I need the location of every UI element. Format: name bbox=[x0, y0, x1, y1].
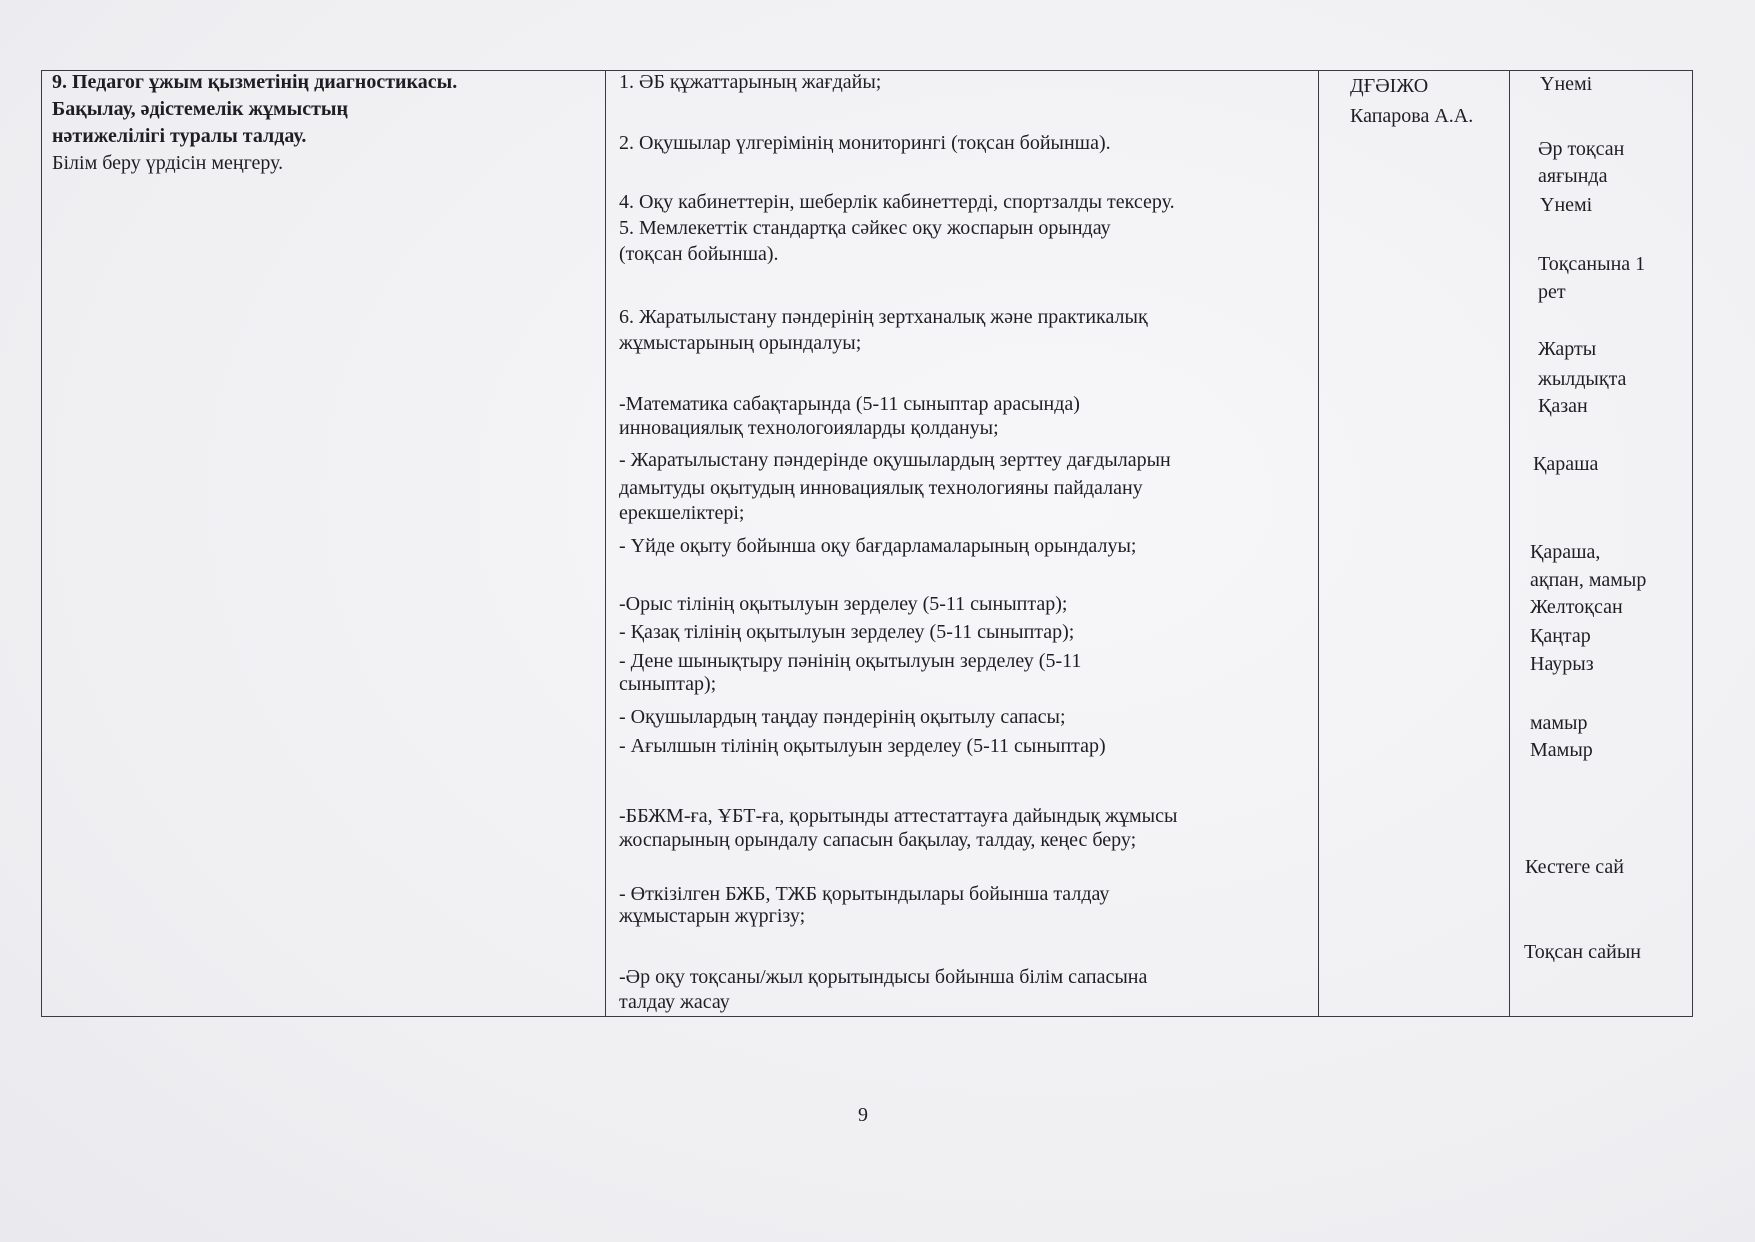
page-number: 9 bbox=[858, 1104, 868, 1126]
activity-line: жұмыстарының орындалуы; bbox=[619, 332, 862, 354]
timing-line: Тоқсан сайын bbox=[1524, 941, 1641, 963]
activity-line: 4. Оқу кабинеттерін, шеберлік кабинеттерді, спортзалды тексеру. bbox=[619, 191, 1175, 213]
column-divider bbox=[1318, 70, 1319, 1017]
activity-line: - Өткізілген БЖБ, ТЖБ қорытындылары бойынша талдау bbox=[619, 883, 1110, 905]
activity-line: - Жаратылыстану пәндерінде оқушылардың зерттеу дағдыларын bbox=[619, 449, 1171, 471]
timing-line: Әр тоқсан bbox=[1538, 138, 1625, 160]
timing-line: Тоқсанына 1 bbox=[1538, 253, 1646, 275]
timing-line: Желтоқсан bbox=[1530, 596, 1623, 618]
activity-line: дамытуды оқытудың инновациялық технологияны пайдалану bbox=[619, 477, 1143, 499]
activity-line: жоспарының орындалу сапасын бақылау, талдау, кеңес беру; bbox=[619, 829, 1137, 851]
activity-line: жұмыстарын жүргізу; bbox=[619, 905, 806, 927]
section-subtitle: Білім беру үрдісін меңгеру. bbox=[52, 152, 284, 174]
activity-line: -Математика сабақтарында (5-11 сыныптар арасында) bbox=[619, 393, 1080, 415]
activity-line: -Әр оқу тоқсаны/жыл қорытындысы бойынша білім сапасына bbox=[619, 966, 1148, 988]
timing-line: Үнемі bbox=[1540, 73, 1593, 95]
timing-line: Үнемі bbox=[1540, 194, 1593, 216]
timing-line: Қазан bbox=[1538, 395, 1588, 417]
activity-line: талдау жасау bbox=[619, 991, 730, 1013]
section-title: 9. Педагог ұжым қызметінің диагностикасы. bbox=[52, 71, 458, 93]
timing-line: аяғында bbox=[1538, 165, 1608, 187]
activity-line: - Оқушылардың таңдау пәндерінің оқытылу сапасы; bbox=[619, 706, 1066, 728]
column-divider bbox=[605, 70, 606, 1017]
timing-line: мамыр bbox=[1530, 712, 1588, 734]
timing-line: ақпан, мамыр bbox=[1530, 569, 1647, 591]
timing-line: жылдықта bbox=[1538, 368, 1627, 390]
timing-line: Жарты bbox=[1538, 338, 1597, 360]
section-title: Бақылау, әдістемелік жұмыстың bbox=[52, 98, 349, 120]
activity-line: - Қазақ тілінің оқытылуын зерделеу (5-11 сыныптар); bbox=[619, 621, 1075, 643]
responsible-role: ДҒӘІЖО bbox=[1350, 75, 1429, 97]
timing-line: Қараша bbox=[1533, 453, 1599, 475]
timing-line: Мамыр bbox=[1530, 739, 1593, 761]
timing-line: Қаңтар bbox=[1530, 625, 1591, 647]
timing-line: рет bbox=[1538, 281, 1566, 303]
column-divider bbox=[1509, 70, 1510, 1017]
activity-line: 1. ӘБ құжаттарының жағдайы; bbox=[619, 71, 882, 93]
activity-line: - Ағылшын тілінің оқытылуын зерделеу (5-11 сыныптар) bbox=[619, 735, 1106, 757]
timing-line: Қараша, bbox=[1530, 541, 1601, 563]
activity-line: ерекшеліктері; bbox=[619, 502, 745, 524]
section-title: нәтижелілігі туралы талдау. bbox=[52, 125, 307, 147]
activity-line: -ББЖМ-ға, ҰБТ-ға, қорытынды аттестаттауға дайындық жұмысы bbox=[619, 805, 1178, 827]
timing-line: Кестеге сай bbox=[1525, 856, 1624, 878]
activity-line: инновациялық технологоияларды қолдануы; bbox=[619, 417, 999, 439]
activity-line: (тоқсан бойынша). bbox=[619, 243, 779, 265]
activity-line: 2. Оқушылар үлгерімінің мониторингі (тоқсан бойынша). bbox=[619, 132, 1111, 154]
activity-line: - Дене шынықтыру пәнінің оқытылуын зерделеу (5-11 bbox=[619, 650, 1082, 672]
activity-line: -Орыс тілінің оқытылуын зерделеу (5-11 сыныптар); bbox=[619, 593, 1068, 615]
activity-line: сыныптар); bbox=[619, 673, 717, 695]
activity-line: 5. Мемлекеттік стандартқа сәйкес оқу жоспарын орындау bbox=[619, 217, 1111, 239]
activity-line: - Үйде оқыту бойынша оқу бағдарламаларының орындалуы; bbox=[619, 535, 1137, 557]
activity-line: 6. Жаратылыстану пәндерінің зертханалық және практикалық bbox=[619, 306, 1148, 328]
responsible-name: Капарова А.А. bbox=[1350, 105, 1474, 127]
timing-line: Наурыз bbox=[1530, 653, 1594, 675]
